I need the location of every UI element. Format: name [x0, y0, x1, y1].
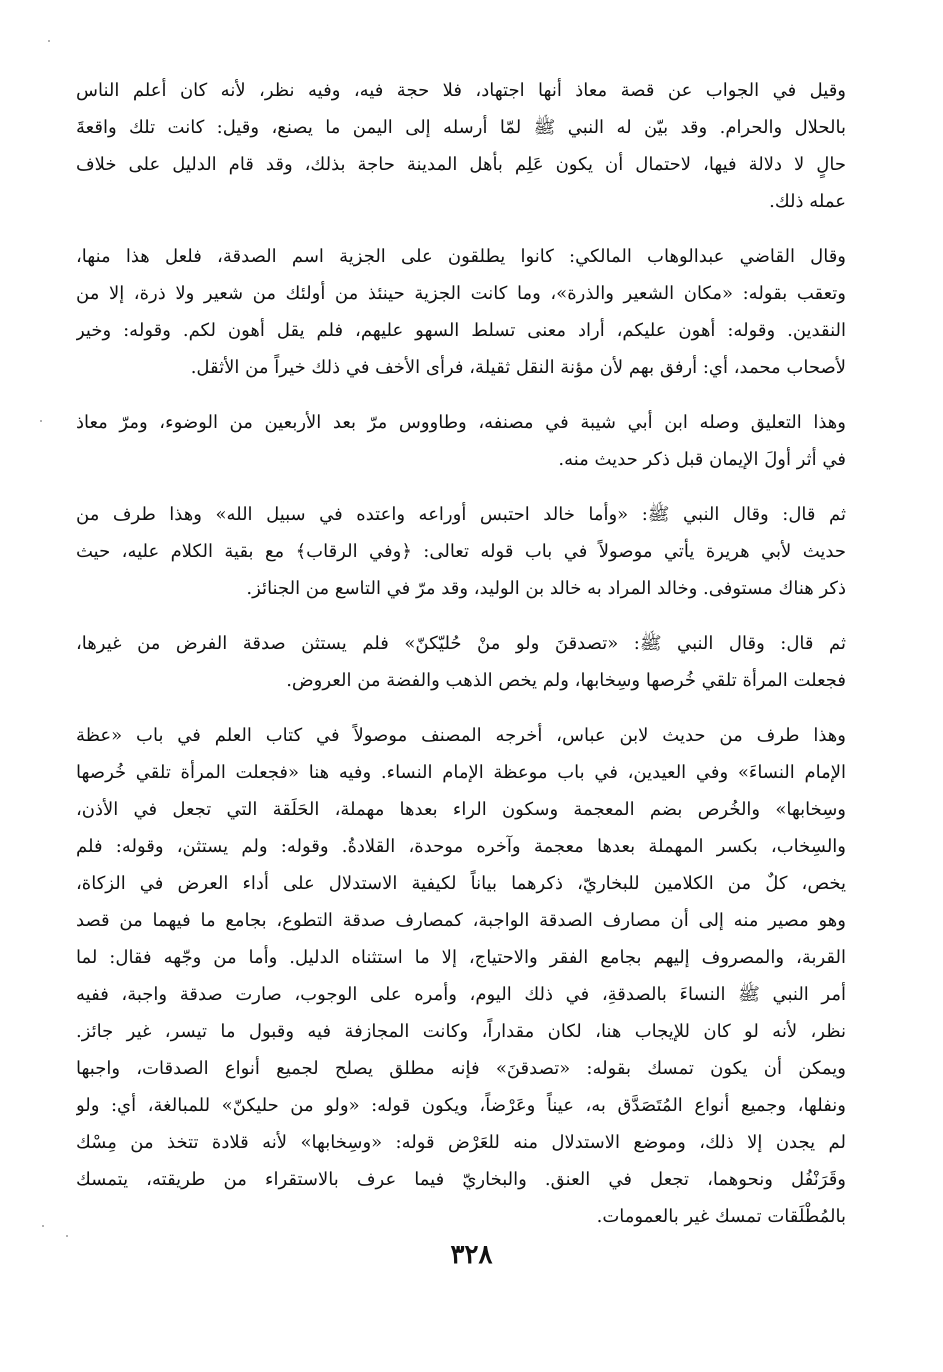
paragraph [76, 404, 846, 478]
text-line: ثم قال: وقال النبي ﷺ: «تصدقنَ ولو منْ حُليّكنّ» فلم يستثن صدقة الفرض من غيرها، [76, 633, 846, 654]
text-line: بالمُطْلَقات تمسك غير بالعمومات. [596, 1206, 846, 1227]
text-line: ذكر هناك مستوفى. وخالد المراد به خالد بن الوليد، وقد مرّ في التاسع من الجنائز. [246, 578, 846, 599]
paragraph [76, 72, 846, 220]
scan-speck [66, 1235, 68, 1237]
text-line: نظر، لأنه لو كان للإيجاب هنا، لكان مقداراً، وكانت المجازفة فيه وقبول ما تيسر، غير جائز. [76, 1021, 846, 1042]
text-body [76, 72, 846, 1235]
text-line: وقَرَنْفُل ونحوهما، تجعل في العنق. والبخاريّ فيما عرف بالاستقراء من طريقته، يتمسك [76, 1169, 846, 1190]
paragraph [76, 717, 846, 1235]
text-line: عمله ذلك. [769, 191, 846, 212]
text-line: ويمكن أن يكون تمسك بقوله: «تصدقنَ» فإنه مطلق يصلح لجميع أنواع الصدقات، واجبها [76, 1058, 846, 1079]
text-line: لم يجدن إلا ذلك، وموضع الاستدلال منه للعَرْض قوله: «وسِخابها» لأنه قلادة تتخذ من مِسْك [76, 1132, 846, 1153]
text-line: وسِخابها» والخُرص بضم المعجمة وسكون الراء بعدها مهملة، الحَلَقة التي تجعل في الأذن، [76, 799, 846, 820]
text-line: الإمام النساءَ» وفي العيدين، في باب موعظة الإمام النساء. وفيه هنا «فجعلت المرأة تلقي خُرصها [76, 762, 846, 783]
text-line: وقيل في الجواب عن قصة معاذ أنها اجتهاد، فلا حجة فيه، وفيه نظر، لأنه كان أعلم الناس [76, 80, 846, 101]
text-line: ثم قال: وقال النبي ﷺ: «وأما خالد احتبس أوراعه واعتده في سبيل الله» وهذا طرف من [76, 504, 846, 525]
text-line: ونفلها، وجميع أنواع المُتَصَدَّق به، عيناً وعَرْضاً، ويكون قوله: «ولو من حليكنّ» للمبالغة، أي: ولو [76, 1095, 846, 1116]
scan-speck [42, 1225, 44, 1227]
text-line: النقدين. وقوله: أهون عليكم، أراد معنى تسلط السهو عليهم، فلم يقل أهون لكم. وقوله: وخير [76, 320, 846, 341]
text-line: وتعقب بقوله: «مكان الشعير والذرة»، وما كانت الجزية حينئذ من أولئك من شعير ولا ذرة، إلا من [76, 283, 846, 304]
text-line: وهذا التعليق وصله ابن أبي شيبة في مصنفه، وطاووس مرّ بعد الأربعين من الوضوء، ومرّ معاذ [76, 412, 846, 433]
text-line: والسِخاب، بكسر المهملة بعدها معجمة وآخره موحدة، القلادةُ. وقوله: ولم يستثن، وقوله: فلم [76, 836, 846, 857]
paragraph [76, 625, 846, 699]
text-line: لأصحاب محمد، أي: أرفق بهم لأن مؤنة النقل ثقيلة، فرأى الأخف في ذلك خيراً من الأثقل. [190, 357, 846, 378]
text-line: القربة، والمصروف إليهم بجامع الفقر والاحتياج، إلا ما استثناه الدليل. وأما من وجّهه فقال: لما [76, 947, 846, 968]
text-line: وهو مصير منه إلى أن مصارف الصدقة الواجبة، كمصارف صدقة التطوع، بجامع ما فيهما من قصد [76, 910, 846, 931]
scan-speck [40, 420, 42, 422]
text-line: وقال القاضي عبدالوهاب المالكي: كانوا يطلقون على الجزية اسم الصدقة، فلعل هذا منها، [76, 246, 846, 267]
text-line: حالٍ لا دلالة فيها، لاحتمال أن يكون عَلِم بأهل المدينة حاجة بذلك، وقد قام الدليل على خلاف [76, 154, 846, 175]
text-line: يخص، كلٌ من الكلامين للبخاريّ، ذكرهما بياناً لكيفية الاستدلال على أداء العرض في الزكاة، [76, 873, 846, 894]
paragraph [76, 238, 846, 386]
text-line: حديث لأبي هريرة يأتي موصولاً في باب قوله تعالى: ﴿وفي الرقاب﴾ مع بقية الكلام عليه، حيث [76, 541, 846, 562]
paragraph [76, 496, 846, 607]
text-line: بالحلال والحرام. وقد بيّن له النبي ﷺ لمّا أرسله إلى اليمن ما يصنع، وقيل: كانت تلك واقعةَ [76, 117, 846, 138]
text-line: أمر النبي ﷺ النساءَ بالصدقةِ، في ذلك اليوم، وأمره على الوجوب، صارت صدقة واجبة، ففيه [76, 984, 846, 1005]
scan-speck [48, 40, 50, 42]
text-line: وهذا طرف من حديث لابن عباس، أخرجه المصنف موصولاً في كتاب العلم في باب «عظة [76, 725, 846, 746]
page-number: ٣٢٨ [450, 1240, 493, 1270]
text-line: في أثر أولَ الإيمان قبل ذكر حديث منه. [558, 449, 846, 470]
text-line: فجعلت المرأة تلقي خُرصها وسِخابها، ولم يخص الذهب والفضة من العروض. [286, 670, 846, 691]
